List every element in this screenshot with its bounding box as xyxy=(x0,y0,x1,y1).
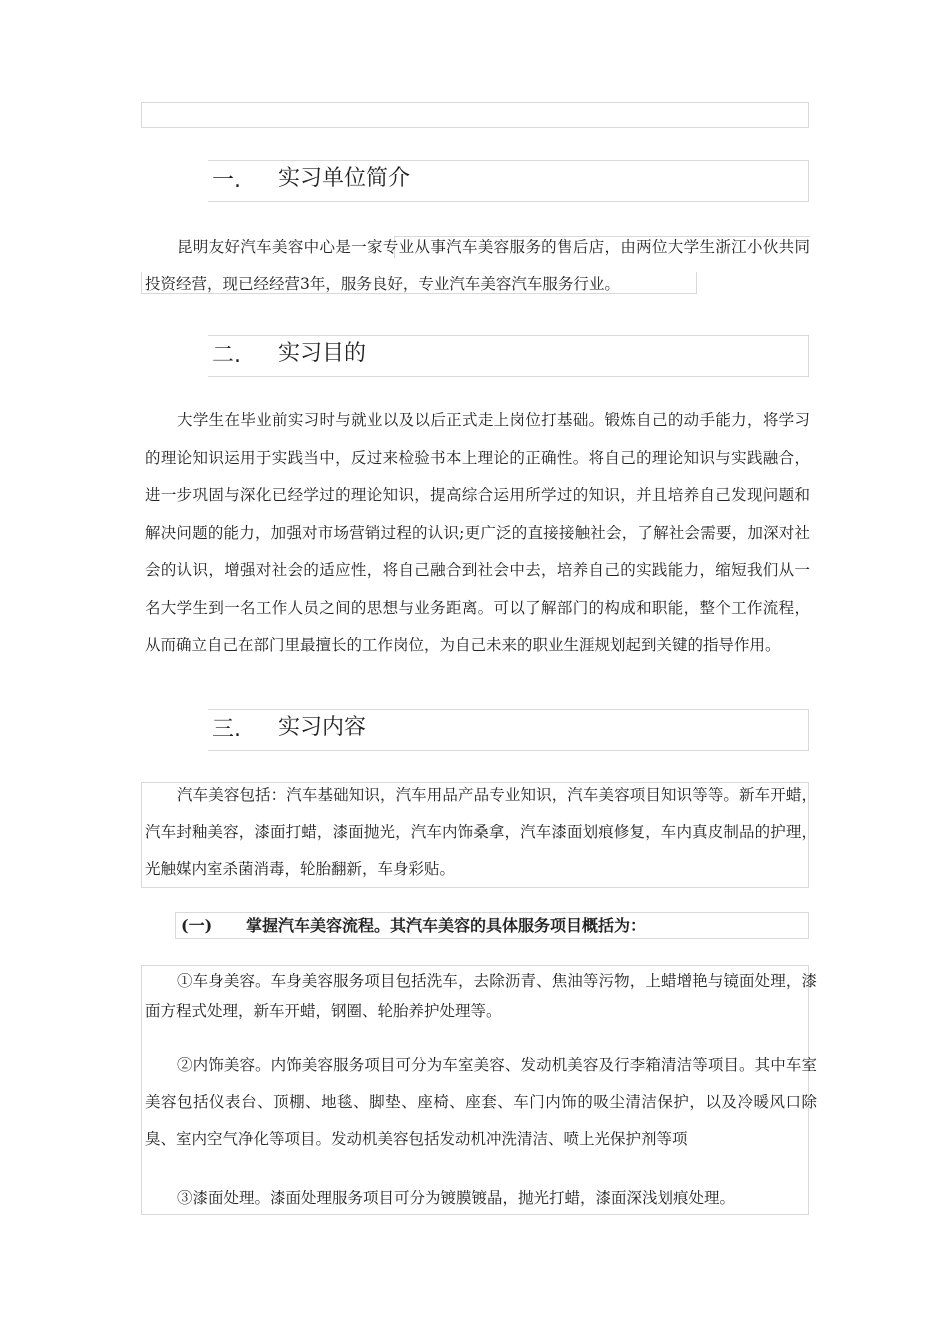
section-body-3: 汽车美容包括：汽车基础知识，汽车用品产品专业知识，汽车美容项目知识等等。新车开蜡，汽车封釉美容，漆面打蜡，漆面抛光，汽车内饰桑拿，汽车漆面划痕修复，车内真皮制品的护理，光触媒内室杀菌消毒，轮胎翻新，车身彩贴。 xyxy=(145,786,817,878)
section-number: 一. xyxy=(212,168,241,193)
subsection-title: 掌握汽车美容流程。其汽车美容的具体服务项目概括为： xyxy=(246,916,647,935)
section-heading-1 xyxy=(208,160,809,202)
section-number: 三. xyxy=(212,717,241,742)
section-title: 实习单位简介 xyxy=(278,166,411,191)
section-body-2: 大学生在毕业前实习时与就业以及以后正式走上岗位打基础。锻炼自己的动手能力，将学习的理论知识运用于实践当中，反过来检验书本上理论的正确性。将自己的理论知识与实践融合，进一步巩固与深化已经学过的理论知识，提高综合运用所学过的知识，并且培养自己发现问题和解决问题的能力，加强对市场营销过程的认识;更广泛的直接接触社会，了解社会需要，加深对社会的认识，增强对社会的适应性，将自己融合到社会中去，培养自己的实践能力，缩短我们从一名大学生到一名工作人员之间的思想与业务距离。可以了解部门的构成和职能，整个工作流程，从而确立自己在部门里最擅长的工作岗位，为自己未来的职业生涯规划起到关键的指导作用。 xyxy=(145,411,810,654)
subsection-number: (一) xyxy=(181,916,213,935)
item-3: ③漆面处理。漆面处理服务项目可分为镀膜镀晶，抛光打蜡，漆面深浅划痕处理。 xyxy=(177,1189,736,1207)
section-number: 二. xyxy=(212,343,241,368)
item-2: ②内饰美容。内饰美容服务项目可分为车室美容、发动机美容及行李箱清洁等项目。其中车室美容包括仪表台、顶棚、地毯、脚垫、座椅、座套、车门内饰的吸尘清洁保护，以及冷暖风口除臭、室内空气净化等项目。发动机美容包括发动机冲洗清洁、喷上光保护剂等项 xyxy=(145,1056,817,1148)
section-heading-3 xyxy=(208,709,809,751)
item-1: ①车身美容。车身美容服务项目包括洗车，去除沥青、焦油等污物，上蜡增艳与镜面处理，漆面方程式处理，新车开蜡，钢圈、轮胎养护处理等。 xyxy=(145,972,817,1020)
header-frame xyxy=(141,102,809,128)
section-heading-2 xyxy=(208,335,809,377)
section-body-1: 昆明友好汽车美容中心是一家专业从事汽车美容服务的售后店，由两位大学生浙江小伙共同投资经营，现已经经营3年，服务良好，专业汽车美容汽车服务行业。 xyxy=(145,238,810,293)
subsection-heading xyxy=(175,912,809,939)
section-title: 实习目的 xyxy=(278,341,367,366)
section-title: 实习内容 xyxy=(278,715,367,740)
